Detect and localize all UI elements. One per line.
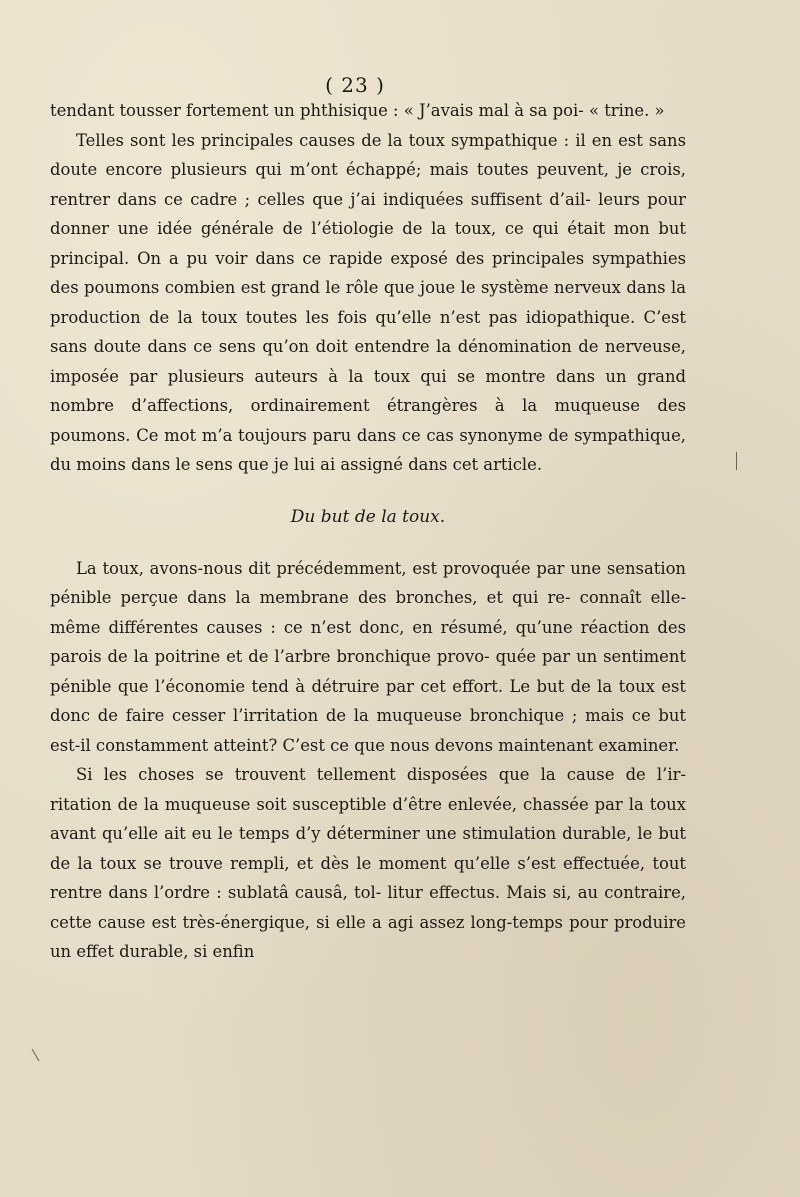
paragraph-sympathetic-causes: Telles sont les principales causes de la toux sympathique : il en est sans doute encore plusieurs qui m’ont échappé; mais toutes peuvent, je crois, rentrer dans ce cadre ; celles que j’ai indiquées suffisent d’ail- leurs pour donner une idée générale de l’étiologie de la toux, ce qui était mon but principal. On a pu voir dans ce rapide exposé des principales sympathies des poumons combien est grand le rôle que joue le système nerveux dans la production de la toux toutes les fois qu’elle n’est pas idiopathique. C’est sans doute dans ce sens qu’on doit entendre la dénomination de nerveuse, imposée par plusieurs auteurs à la toux qui se montre dans un grand nombre d’affections, ordinairement étrangères à la muqueuse des poumons. Ce mot m’a toujours paru dans ce cas synonyme de sympathique, du moins dans le sens que je lui ai assigné dans cet article. — [50, 130, 686, 474]
paragraph-purpose-of-cough: La toux, avons-nous dit précédemment, est provoquée par une sensation pénible perçue dans la membrane des bronches, et qui re- connaît elle-même différentes causes : ce n’est donc, en résumé, qu’une réaction des parois de la poitrine et de l’arbre bronchique provo- quée par un sentiment pénible que l’économie tend à détruire par cet effort. Le but de la toux est donc de faire cesser l’irritation de la muqueuse bronchique ; mais ce but est-il constamment atteint? C’est ce que nous devons maintenant examiner. — [50, 558, 686, 755]
paragraph-continuation: tendant tousser fortement un phthisique : « J’avais mal à sa poi- « trine. » — [50, 101, 665, 120]
paragraph-conditions: Si les choses se trouvent tellement disposées que la cause de l’ir- ritation de la muqueuse soit susceptible d’être enlevée, chassée par la toux avant qu’elle ait eu le temps d’y déterminer une stimulation durable, le but de la toux se trouve rempli, et dès le moment qu’elle s’est effectuée, tout rentre dans l’ordre : sublatâ causâ, tol- litur effectus. Mais si, au contraire, cette cause est très-énergique, si elle a agi assez long-temps pour produire un effet durable, si enfin — [50, 765, 686, 961]
section-heading: Du but de la toux. — [290, 506, 446, 527]
body-text — [50, 96, 686, 967]
ink-mark — [32, 1049, 40, 1062]
ink-mark — [736, 452, 737, 470]
page-number: ( 23 ) — [325, 73, 385, 97]
